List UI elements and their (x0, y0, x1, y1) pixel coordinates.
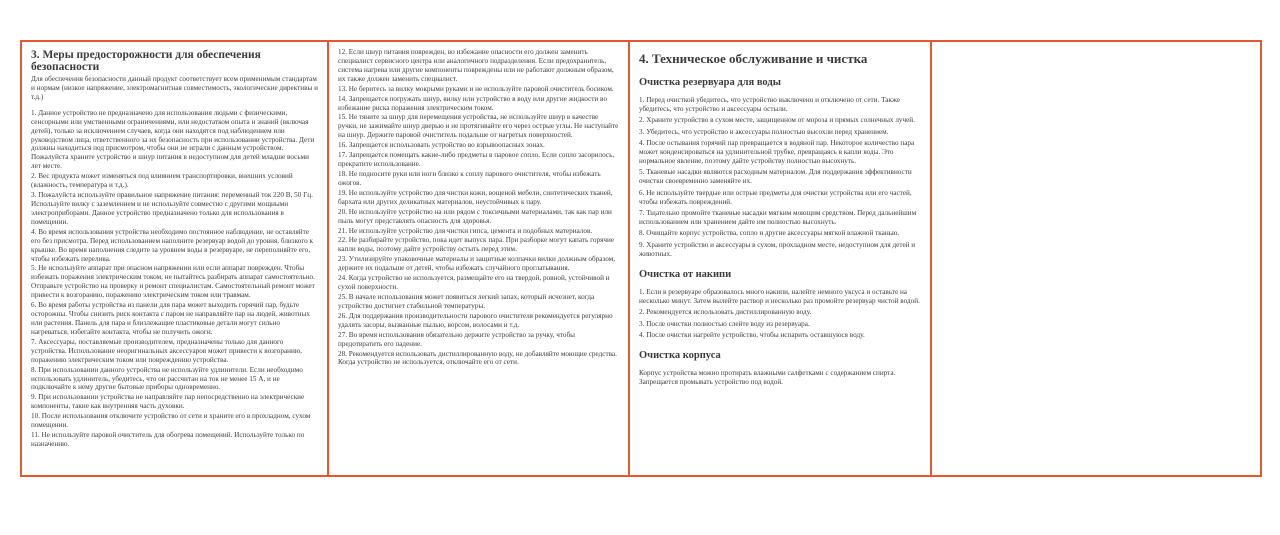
list-item: 3. Пожалуйста используйте правильное напряжение питания: переменный ток 220 В, 50 Гц. Используйте вилку с заземлением и не используйте совместно с другими мощными электроприборами. Данное устройство предназначено только для использования в помещении. (31, 191, 313, 226)
list-item: Корпус устройства можно протирать влажными салфетками с содержанием спирта. Запрещается промывать устройство под водой. (639, 368, 896, 386)
list-item: 1. Данное устройство не предназначено для использования людьми с физическими, сенсорными или умственными ограничениями, или недостатком опыта и знаний (включая детей), только за исключением случаев, когда они находятся под наблюдением или руководством лица, ответственного за их безопасность при использовании устройства. Дети должны находиться под присмотром, чтобы они не играли с данным устройством. Пожалуйста храните устройство и шнур питания в недоступном для детей младше восьми лет месте. (31, 108, 315, 171)
list-item: 9. Храните устройство и аксессуары в сухом, прохладном месте, недоступном для детей и животных. (639, 240, 916, 258)
safety-items-12-28 (338, 48, 619, 367)
column-safety-precautions (22, 42, 329, 475)
list-item: 16. Запрещается использовать устройство во взрывоопасных зонах. (338, 141, 545, 150)
list-item: 9. При использовании устройства не направляйте пар непосредственно на электрические компоненты, такие как внутренняя часть духовки. (31, 393, 305, 411)
list-item: 5. Не используйте аппарат при опасном напряжении или если аппарат поврежден. Чтобы избежать поражения электрическим током, не пытайтесь разбирать аппарат самостоятельно. Отправьте устройство на проверку и ремонт специалистам. Самостоятельный ремонт может привести к возгоранию, поражению электрическим током или травмам. (31, 264, 315, 300)
list-item: 2. Рекомендуется использовать дистиллированную воду. (639, 308, 812, 317)
list-item: 19. Не используйте устройство для чистки кожи, вощеной мебели, синтетических тканей, бархата или других деликатных материалов, неустойчивых к пару. (338, 188, 613, 206)
list-item: 3. Убедитесь, что устройство и аксессуары полностью высохли перед хранением. (639, 127, 889, 136)
list-item: 22. Не разбирайте устройство, пока идет выпуск пара. При разборке могут капать горячие капли воды, поэтому дайте устройству остыть перед этим. (338, 236, 615, 254)
list-item: 1. Если в резервуаре образовалось много накипи, налейте немного уксуса и оставьте на несколько минут. Затем вылейте раствор и несколько раз промойте резервуар чистой водой. (639, 287, 920, 305)
list-item: 17. Запрещается помещать какие-либо предметы в паровое сопло. Если сопло засорилось, прекратите использование. (338, 151, 615, 169)
subheading-water-tank-cleaning: Очистка резервуара для воды (639, 77, 781, 88)
list-item: 6. Не используйте твердые или острые предметы для очистки устройства или его частей, чтобы избежать повреждений. (639, 188, 912, 206)
subheading-descaling: Очистка от накипи (639, 268, 732, 280)
list-item: 18. Не подносите руки или ноги близко к соплу парового очистителя, чтобы избежать ожогов. (338, 169, 601, 187)
list-item: 4. Во время использования устройства необходимо постоянное наблюдение, не оставляйте его без присмотра. Перед использованием наполните резервуар водой до уровня, близкого к крышке. Во время наполнения следите за уровнем воды в резервуаре, не переполняйте его, чтобы избежать перелива. (31, 227, 313, 263)
column-maintenance (630, 42, 932, 475)
list-item: 8. Очищайте корпус устройства, сопло и другие аксессуары мягкой влажной тканью. (639, 229, 900, 238)
list-item: 8. При использовании данного устройства не используйте удлинители. Если необходимо использовать удлинитель, убедитесь, что он рассчитан на ток не менее 15 А, и не подключайте к нему другие бытовые приборы одновременно. (31, 365, 303, 392)
descaling-items (639, 288, 921, 340)
list-item: 28. Рекомендуется использовать дистиллированную воду, не добавляйте моющие средства. Когда устройство не используется, отключайте его от сети. (338, 349, 617, 367)
list-item: 4. После очистки нагрейте устройство, чтобы испарить оставшуюся воду. (639, 330, 865, 339)
list-item: 12. Если шнур питания поврежден, во избежание опасности его должен заменить специалист сервисного центра или аналогичного подразделения. Если предохранитель, система нагрева или другие компоненты повреждены или не работают должным образом, их также должен заменить специалист. (338, 48, 614, 83)
list-item: 6. Во время работы устройства из панели для пара может выходить горячий пар, будьте осторожны. Чтобы снизить риск контакта с паром не направляйте пар на людей, животных или растения. Панель для пара и близлежащие пластиковые детали могут сильно нагреваться, избегайте контакта, чтобы не получить ожоги. (31, 301, 310, 336)
list-item: 7. Аксессуары, поставляемые производителем, предназначены только для данного устройства. Использование неоригинальных аксессуаров может привести к возгоранию, поражению электрическим током или повреждению устройства. (31, 337, 303, 364)
safety-items-1-11 (31, 109, 318, 449)
subheading-body-cleaning: Очистка корпуса (639, 349, 721, 361)
list-item: 4. После остывания горячий пар превращается в водяной пар. Некоторое количество пара может конденсироваться на удлинительной трубке, превращаясь в капли воды. Это нормальное явление, поэтому дайте устройству полностью высохнуть. (639, 139, 915, 166)
list-item: 20. Не используйте устройство на или рядом с токсичными материалами, так как пар или пыль могут представлять опасность для здоровья. (338, 207, 612, 225)
section-title-safety: 3. Меры предосторожности для обеспечения безопасности (31, 49, 261, 73)
list-item: 21. Не используйте устройство для чистки гипса, цемента и подобных материалов. (338, 226, 593, 235)
section-title-maintenance: 4. Техническое обслуживание и чистка (639, 51, 868, 66)
column-safety-continued (329, 42, 630, 475)
list-item: 10. После использования отключите устройство от сети и храните его в прохладном, сухом помещении. (31, 412, 311, 430)
instructions-table (20, 40, 1262, 477)
list-item: 2. Храните устройство в сухом месте, защищенном от мороза и прямых солнечных лучей. (639, 116, 915, 125)
list-item: 1. Перед очисткой убедитесь, что устройство выключено и отключено от сети. Также убедитесь, что устройство и аксессуары остыли. (639, 96, 901, 113)
list-item: 5. Тканевые насадки являются расходным материалом. Для поддержания эффективности очистки своевременно заменяйте их. (639, 168, 912, 186)
water-tank-cleaning-items (639, 96, 921, 259)
list-item: 25. В начале использования может появиться легкий запах, который исчезнет, когда устройство достигнет стабильной температуры. (338, 292, 595, 310)
body-cleaning-items (639, 369, 921, 387)
list-item: 7. Тщательно промойте тканевые насадки мягким моющим средством. Перед дальнейшим использованием или хранением дайте им полностью высохнуть. (639, 209, 917, 227)
list-item: 14. Запрещается погружать шнур, вилку или устройство в воду или другие жидкости во избежание риска поражения электрическим током. (338, 94, 607, 112)
manual-page (20, 40, 1262, 477)
list-item: 26. Для поддержания производительности парового очистителя рекомендуется регулярно удалять засоры, вызванные пылью, ворсом, волосами и т.д. (338, 311, 613, 329)
list-item: 3. После очистки полностью слейте воду из резервуара. (639, 319, 810, 328)
safety-intro-text: Для обеспечения безопасности данный продукт соответствует всем применимым стандартам и нормам (низкое напряжение, электромагнитная совместимость, экологические директивы и т.д.) (31, 75, 318, 101)
list-item: 27. Во время использования обязательно держите устройство за ручку, чтобы предотвратить его падение. (338, 330, 575, 348)
list-item: 24. Когда устройство не используется, размещайте его на твердой, ровной, устойчивой и сухой поверхности. (338, 274, 610, 292)
list-item: 11. Не используйте паровой очиститель для обогрева помещений. Используйте только по назначению. (31, 431, 305, 448)
list-item: 2. Вес продукта может изменяться под влиянием транспортировки, внешних условий (влажность, температура и т.д.). (31, 172, 293, 190)
list-item: 23. Утилизируйте упаковочные материалы и защитные колпачки вилки должным образом, держите их подальше от детей, чтобы избежать случайного проглатывания. (338, 255, 616, 273)
list-item: 15. Не тяните за шнур для перемещения устройства, не используйте шнур в качестве ручки, не зажимайте шнур дверью и не протягивайте его через острые углы. Не наступайте на шнур. Держите паровой очиститель подальше от нагретых поверхностей. (338, 113, 619, 140)
column-empty (932, 42, 1260, 475)
list-item: 13. Не беритесь за вилку мокрыми руками и не используйте паровой очиститель босиком. (338, 84, 614, 93)
